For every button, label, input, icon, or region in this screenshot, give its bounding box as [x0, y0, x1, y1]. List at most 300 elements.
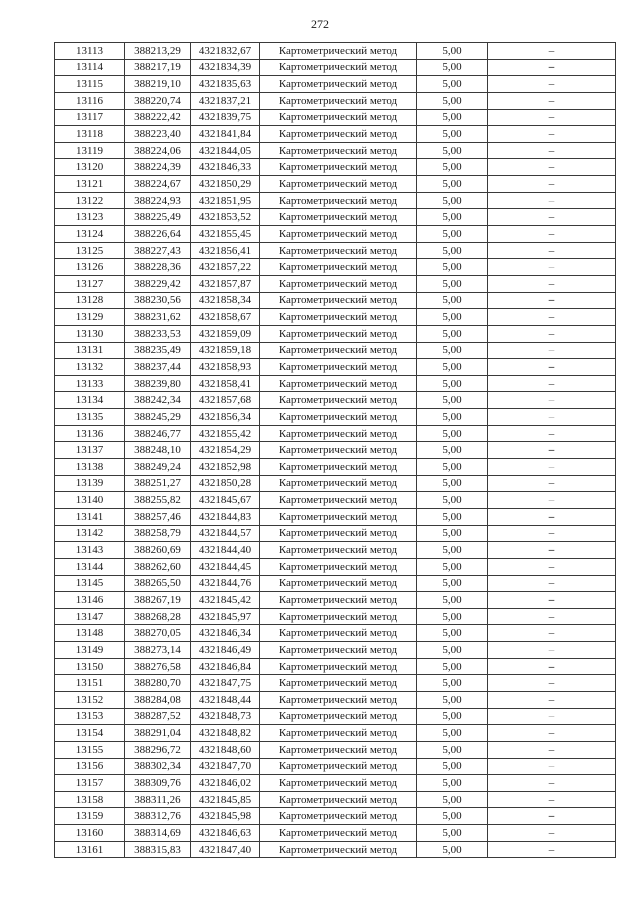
accuracy-cell: 5,00: [417, 242, 488, 259]
accuracy-cell: 5,00: [417, 425, 488, 442]
method-cell: Картометрический метод: [260, 92, 417, 109]
coordinate-y-cell: 4321857,68: [191, 392, 260, 409]
description-cell: [488, 359, 616, 376]
method-cell: Картометрический метод: [260, 259, 417, 276]
accuracy-cell: 5,00: [417, 209, 488, 226]
accuracy-cell: 5,00: [417, 625, 488, 642]
description-cell: [488, 725, 616, 742]
dash-mark: –: [548, 427, 555, 440]
coordinate-y-cell: 4321858,41: [191, 375, 260, 392]
point-number-cell: 13131: [55, 342, 125, 359]
coordinate-y-cell: 4321844,40: [191, 542, 260, 559]
coordinate-y-cell: 4321850,28: [191, 475, 260, 492]
dash-mark: –: [548, 793, 555, 806]
coordinate-y-cell: 4321839,75: [191, 109, 260, 126]
description-cell: [488, 92, 616, 109]
accuracy-cell: 5,00: [417, 525, 488, 542]
method-cell: Картометрический метод: [260, 525, 417, 542]
point-number-cell: 13143: [55, 542, 125, 559]
dash-mark: –: [548, 410, 555, 423]
table-row: [55, 342, 616, 359]
coordinate-x-cell: 388225,49: [125, 209, 191, 226]
coordinate-y-cell: 4321854,29: [191, 442, 260, 459]
description-cell: [488, 242, 616, 259]
table-row: [55, 176, 616, 193]
coordinate-y-cell: 4321835,63: [191, 76, 260, 93]
table-row: [55, 92, 616, 109]
table-row: [55, 775, 616, 792]
coordinate-y-cell: 4321846,84: [191, 658, 260, 675]
point-number-cell: 13147: [55, 608, 125, 625]
description-cell: [488, 226, 616, 243]
point-number-cell: 13124: [55, 226, 125, 243]
coordinate-y-cell: 4321852,98: [191, 459, 260, 476]
description-cell: [488, 825, 616, 842]
table-row: [55, 126, 616, 143]
point-number-cell: 13134: [55, 392, 125, 409]
method-cell: Картометрический метод: [260, 825, 417, 842]
coordinate-x-cell: 388224,39: [125, 159, 191, 176]
coordinate-x-cell: 388291,04: [125, 725, 191, 742]
table-row: [55, 309, 616, 326]
coordinate-y-cell: 4321848,82: [191, 725, 260, 742]
method-cell: Картометрический метод: [260, 708, 417, 725]
accuracy-cell: 5,00: [417, 43, 488, 60]
coordinate-x-cell: 388219,10: [125, 76, 191, 93]
dash-mark: –: [548, 460, 555, 473]
coordinate-x-cell: 388287,52: [125, 708, 191, 725]
point-number-cell: 13123: [55, 209, 125, 226]
accuracy-cell: 5,00: [417, 691, 488, 708]
coordinate-y-cell: 4321844,76: [191, 575, 260, 592]
table-row: [55, 691, 616, 708]
coordinate-y-cell: 4321846,33: [191, 159, 260, 176]
point-number-cell: 13153: [55, 708, 125, 725]
point-number-cell: 13133: [55, 375, 125, 392]
table-row: [55, 675, 616, 692]
dash-mark: –: [548, 78, 555, 91]
accuracy-cell: 5,00: [417, 392, 488, 409]
description-cell: [488, 475, 616, 492]
coordinate-x-cell: 388258,79: [125, 525, 191, 542]
coordinate-y-cell: 4321857,87: [191, 275, 260, 292]
dash-mark: –: [548, 677, 555, 690]
table-row: [55, 658, 616, 675]
point-number-cell: 13121: [55, 176, 125, 193]
table-row: [55, 242, 616, 259]
dash-mark: –: [548, 727, 555, 740]
coordinate-y-cell: 4321859,18: [191, 342, 260, 359]
accuracy-cell: 5,00: [417, 741, 488, 758]
coordinate-y-cell: 4321837,21: [191, 92, 260, 109]
accuracy-cell: 5,00: [417, 725, 488, 742]
point-number-cell: 13155: [55, 741, 125, 758]
coordinate-y-cell: 4321848,73: [191, 708, 260, 725]
accuracy-cell: 5,00: [417, 226, 488, 243]
dash-mark: –: [548, 643, 555, 656]
description-cell: [488, 159, 616, 176]
description-cell: [488, 642, 616, 659]
table-row: [55, 492, 616, 509]
description-cell: [488, 126, 616, 143]
accuracy-cell: 5,00: [417, 675, 488, 692]
coordinate-x-cell: 388262,60: [125, 558, 191, 575]
coordinate-x-cell: 388245,29: [125, 409, 191, 426]
coordinate-y-cell: 4321858,93: [191, 359, 260, 376]
description-cell: [488, 325, 616, 342]
coordinate-x-cell: 388228,36: [125, 259, 191, 276]
method-cell: Картометрический метод: [260, 658, 417, 675]
accuracy-cell: 5,00: [417, 109, 488, 126]
table-row: [55, 808, 616, 825]
coordinate-y-cell: 4321834,39: [191, 59, 260, 76]
dash-mark: –: [548, 94, 555, 107]
table-row: [55, 608, 616, 625]
coordinate-y-cell: 4321847,75: [191, 675, 260, 692]
point-number-cell: 13154: [55, 725, 125, 742]
dash-mark: –: [548, 477, 555, 490]
coordinate-x-cell: 388239,80: [125, 375, 191, 392]
point-number-cell: 13144: [55, 558, 125, 575]
accuracy-cell: 5,00: [417, 92, 488, 109]
accuracy-cell: 5,00: [417, 142, 488, 159]
method-cell: Картометрический метод: [260, 76, 417, 93]
coordinate-y-cell: 4321845,98: [191, 808, 260, 825]
description-cell: [488, 558, 616, 575]
method-cell: Картометрический метод: [260, 691, 417, 708]
accuracy-cell: 5,00: [417, 592, 488, 609]
description-cell: [488, 142, 616, 159]
table-row: [55, 142, 616, 159]
coordinate-x-cell: 388213,29: [125, 43, 191, 60]
coordinate-y-cell: 4321846,49: [191, 642, 260, 659]
method-cell: Картометрический метод: [260, 808, 417, 825]
table-row: [55, 43, 616, 60]
table-row: [55, 392, 616, 409]
table-row: [55, 525, 616, 542]
description-cell: [488, 292, 616, 309]
accuracy-cell: 5,00: [417, 608, 488, 625]
method-cell: Картометрический метод: [260, 59, 417, 76]
accuracy-cell: 5,00: [417, 76, 488, 93]
coordinate-y-cell: 4321847,70: [191, 758, 260, 775]
coordinate-x-cell: 388231,62: [125, 309, 191, 326]
description-cell: [488, 109, 616, 126]
table-row: [55, 592, 616, 609]
accuracy-cell: 5,00: [417, 558, 488, 575]
accuracy-cell: 5,00: [417, 492, 488, 509]
coordinate-x-cell: 388315,83: [125, 841, 191, 858]
dash-mark: –: [548, 610, 555, 623]
dash-mark: –: [548, 527, 555, 540]
method-cell: Картометрический метод: [260, 475, 417, 492]
method-cell: Картометрический метод: [260, 508, 417, 525]
coordinate-y-cell: 4321853,52: [191, 209, 260, 226]
dash-mark: –: [548, 710, 555, 723]
description-cell: [488, 741, 616, 758]
method-cell: Картометрический метод: [260, 725, 417, 742]
dash-mark: –: [548, 826, 555, 839]
method-cell: Картометрический метод: [260, 459, 417, 476]
description-cell: [488, 758, 616, 775]
coordinate-x-cell: 388223,40: [125, 126, 191, 143]
dash-mark: –: [548, 128, 555, 141]
coordinate-x-cell: 388273,14: [125, 642, 191, 659]
coordinate-x-cell: 388222,42: [125, 109, 191, 126]
dash-mark: –: [548, 161, 555, 174]
accuracy-cell: 5,00: [417, 359, 488, 376]
coordinate-y-cell: 4321847,40: [191, 841, 260, 858]
table-row: [55, 542, 616, 559]
accuracy-cell: 5,00: [417, 126, 488, 143]
coordinate-x-cell: 388237,44: [125, 359, 191, 376]
coordinate-x-cell: 388233,53: [125, 325, 191, 342]
point-number-cell: 13146: [55, 592, 125, 609]
coordinate-x-cell: 388284,08: [125, 691, 191, 708]
coordinate-y-cell: 4321845,67: [191, 492, 260, 509]
description-cell: [488, 76, 616, 93]
dash-mark: –: [548, 510, 555, 523]
coordinate-x-cell: 388242,34: [125, 392, 191, 409]
dash-mark: –: [548, 61, 555, 74]
dash-mark: –: [548, 227, 555, 240]
coordinate-y-cell: 4321844,05: [191, 142, 260, 159]
point-number-cell: 13159: [55, 808, 125, 825]
coordinate-x-cell: 388302,34: [125, 758, 191, 775]
coordinate-y-cell: 4321856,34: [191, 409, 260, 426]
coordinate-x-cell: 388235,49: [125, 342, 191, 359]
coordinate-x-cell: 388230,56: [125, 292, 191, 309]
description-cell: [488, 625, 616, 642]
dash-mark: –: [548, 743, 555, 756]
description-cell: [488, 525, 616, 542]
coordinate-x-cell: 388268,28: [125, 608, 191, 625]
coordinate-y-cell: 4321844,83: [191, 508, 260, 525]
coordinates-table: [54, 42, 616, 858]
method-cell: Картометрический метод: [260, 275, 417, 292]
coordinate-y-cell: 4321846,02: [191, 775, 260, 792]
description-cell: [488, 658, 616, 675]
coordinate-y-cell: 4321850,29: [191, 176, 260, 193]
coordinate-y-cell: 4321858,67: [191, 309, 260, 326]
method-cell: Картометрический метод: [260, 592, 417, 609]
accuracy-cell: 5,00: [417, 375, 488, 392]
coordinate-x-cell: 388257,46: [125, 508, 191, 525]
point-number-cell: 13132: [55, 359, 125, 376]
accuracy-cell: 5,00: [417, 176, 488, 193]
method-cell: Картометрический метод: [260, 325, 417, 342]
point-number-cell: 13139: [55, 475, 125, 492]
method-cell: Картометрический метод: [260, 109, 417, 126]
point-number-cell: 13138: [55, 459, 125, 476]
coordinate-x-cell: 388248,10: [125, 442, 191, 459]
method-cell: Картометрический метод: [260, 775, 417, 792]
dash-mark: –: [548, 843, 555, 856]
table-row: [55, 475, 616, 492]
point-number-cell: 13136: [55, 425, 125, 442]
coordinate-y-cell: 4321841,84: [191, 126, 260, 143]
dash-mark: –: [548, 211, 555, 224]
method-cell: Картометрический метод: [260, 126, 417, 143]
table-row: [55, 708, 616, 725]
accuracy-cell: 5,00: [417, 292, 488, 309]
description-cell: [488, 425, 616, 442]
description-cell: [488, 608, 616, 625]
coordinate-x-cell: 388224,67: [125, 176, 191, 193]
dash-mark: –: [548, 311, 555, 324]
accuracy-cell: 5,00: [417, 342, 488, 359]
accuracy-cell: 5,00: [417, 59, 488, 76]
coordinate-x-cell: 388311,26: [125, 791, 191, 808]
description-cell: [488, 375, 616, 392]
description-cell: [488, 309, 616, 326]
coordinate-y-cell: 4321859,09: [191, 325, 260, 342]
table-row: [55, 226, 616, 243]
point-number-cell: 13122: [55, 192, 125, 209]
description-cell: [488, 775, 616, 792]
coordinate-y-cell: 4321855,45: [191, 226, 260, 243]
method-cell: Картометрический метод: [260, 375, 417, 392]
point-number-cell: 13158: [55, 791, 125, 808]
table-row: [55, 409, 616, 426]
table-row: [55, 159, 616, 176]
description-cell: [488, 392, 616, 409]
point-number-cell: 13142: [55, 525, 125, 542]
table-row: [55, 59, 616, 76]
coordinate-x-cell: 388229,42: [125, 275, 191, 292]
table-row: [55, 375, 616, 392]
dash-mark: –: [548, 577, 555, 590]
table-row: [55, 325, 616, 342]
table-row: [55, 741, 616, 758]
coordinate-x-cell: 388276,58: [125, 658, 191, 675]
description-cell: [488, 708, 616, 725]
dash-mark: –: [548, 261, 555, 274]
table-row: [55, 425, 616, 442]
method-cell: Картометрический метод: [260, 675, 417, 692]
description-cell: [488, 575, 616, 592]
table-row: [55, 558, 616, 575]
description-cell: [488, 409, 616, 426]
coordinate-y-cell: 4321844,57: [191, 525, 260, 542]
point-number-cell: 13148: [55, 625, 125, 642]
coordinate-x-cell: 388217,19: [125, 59, 191, 76]
coordinate-x-cell: 388265,50: [125, 575, 191, 592]
method-cell: Картометрический метод: [260, 342, 417, 359]
coordinate-x-cell: 388280,70: [125, 675, 191, 692]
dash-mark: –: [548, 111, 555, 124]
dash-mark: –: [548, 44, 555, 57]
coordinate-y-cell: 4321848,44: [191, 691, 260, 708]
point-number-cell: 13116: [55, 92, 125, 109]
method-cell: Картометрический метод: [260, 758, 417, 775]
point-number-cell: 13118: [55, 126, 125, 143]
table-row: [55, 791, 616, 808]
method-cell: Картометрический метод: [260, 558, 417, 575]
coordinate-x-cell: 388224,93: [125, 192, 191, 209]
coordinate-x-cell: 388227,43: [125, 242, 191, 259]
accuracy-cell: 5,00: [417, 791, 488, 808]
accuracy-cell: 5,00: [417, 508, 488, 525]
dash-mark: –: [548, 360, 555, 373]
dash-mark: –: [548, 560, 555, 573]
table-row: [55, 459, 616, 476]
point-number-cell: 13117: [55, 109, 125, 126]
accuracy-cell: 5,00: [417, 409, 488, 426]
point-number-cell: 13152: [55, 691, 125, 708]
table-row: [55, 642, 616, 659]
method-cell: Картометрический метод: [260, 741, 417, 758]
point-number-cell: 13145: [55, 575, 125, 592]
coordinate-y-cell: 4321845,42: [191, 592, 260, 609]
point-number-cell: 13114: [55, 59, 125, 76]
description-cell: [488, 791, 616, 808]
table-row: [55, 508, 616, 525]
dash-mark: –: [548, 394, 555, 407]
description-cell: [488, 59, 616, 76]
accuracy-cell: 5,00: [417, 841, 488, 858]
point-number-cell: 13157: [55, 775, 125, 792]
method-cell: Картометрический метод: [260, 608, 417, 625]
accuracy-cell: 5,00: [417, 642, 488, 659]
point-number-cell: 13135: [55, 409, 125, 426]
description-cell: [488, 808, 616, 825]
description-cell: [488, 841, 616, 858]
point-number-cell: 13115: [55, 76, 125, 93]
method-cell: Картометрический метод: [260, 359, 417, 376]
dash-mark: –: [548, 194, 555, 207]
table-row: [55, 76, 616, 93]
point-number-cell: 13119: [55, 142, 125, 159]
accuracy-cell: 5,00: [417, 775, 488, 792]
method-cell: Картометрический метод: [260, 292, 417, 309]
coordinate-x-cell: 388260,69: [125, 542, 191, 559]
coordinate-y-cell: 4321855,42: [191, 425, 260, 442]
point-number-cell: 13127: [55, 275, 125, 292]
method-cell: Картометрический метод: [260, 425, 417, 442]
coordinate-x-cell: 388255,82: [125, 492, 191, 509]
coordinate-x-cell: 388226,64: [125, 226, 191, 243]
method-cell: Картометрический метод: [260, 841, 417, 858]
method-cell: Картометрический метод: [260, 392, 417, 409]
table-row: [55, 442, 616, 459]
method-cell: Картометрический метод: [260, 575, 417, 592]
description-cell: [488, 459, 616, 476]
dash-mark: –: [548, 177, 555, 190]
point-number-cell: 13160: [55, 825, 125, 842]
description-cell: [488, 542, 616, 559]
coordinate-x-cell: 388270,05: [125, 625, 191, 642]
coordinate-y-cell: 4321846,34: [191, 625, 260, 642]
coordinate-y-cell: 4321845,85: [191, 791, 260, 808]
table-row: [55, 758, 616, 775]
method-cell: Картометрический метод: [260, 159, 417, 176]
point-number-cell: 13150: [55, 658, 125, 675]
dash-mark: –: [548, 377, 555, 390]
coordinate-x-cell: 388246,77: [125, 425, 191, 442]
accuracy-cell: 5,00: [417, 825, 488, 842]
dash-mark: –: [548, 277, 555, 290]
coordinate-x-cell: 388267,19: [125, 592, 191, 609]
accuracy-cell: 5,00: [417, 542, 488, 559]
coordinate-x-cell: 388249,24: [125, 459, 191, 476]
method-cell: Картометрический метод: [260, 242, 417, 259]
table-row: [55, 292, 616, 309]
point-number-cell: 13129: [55, 309, 125, 326]
method-cell: Картометрический метод: [260, 409, 417, 426]
table-row: [55, 575, 616, 592]
method-cell: Картометрический метод: [260, 542, 417, 559]
